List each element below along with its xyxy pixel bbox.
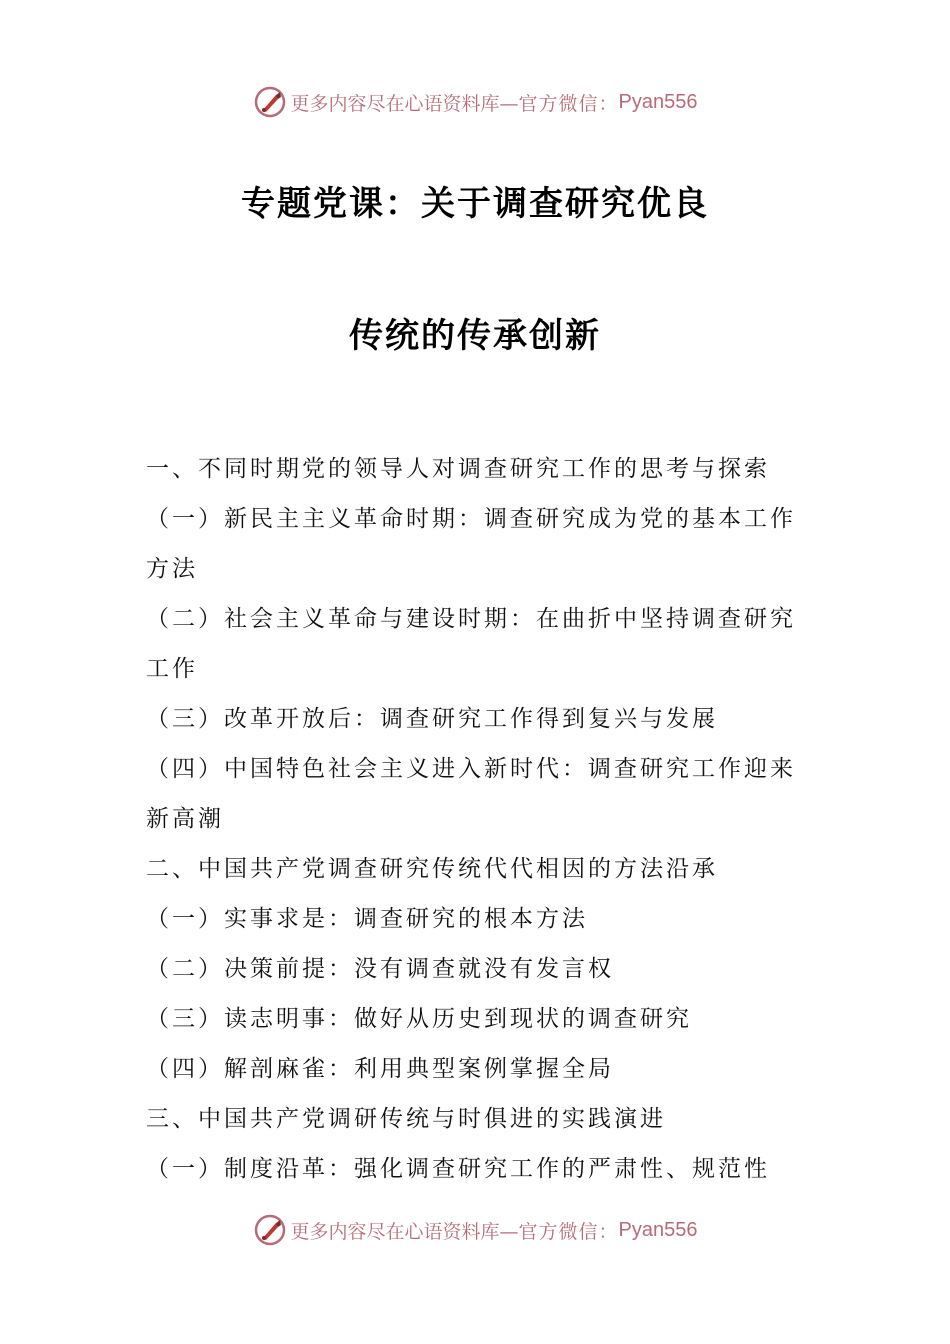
outline-line: （四）解剖麻雀：利用典型案例掌握全局 [146,1056,614,1082]
outline-list [146,444,816,1194]
pen-nib-logo-icon [253,1213,287,1247]
outline-line: 工作 [146,656,198,682]
outline-line: （二）社会主义革命与建设时期：在曲折中坚持调查研究 [146,606,796,632]
banner-wechat-label: 官方微信： [518,92,619,115]
document-title-line-1: 专题党课：关于调查研究优良 [241,184,709,224]
outline-line: 新高潮 [146,806,224,832]
banner-site-text: 更多内容尽在心语资料库— [290,1220,519,1243]
pen-nib-logo-icon [253,85,287,119]
banner-wechat-label: 官方微信： [518,1220,619,1243]
outline-line: （三）读志明事：做好从历史到现状的调查研究 [146,1006,692,1032]
outline-line: （二）决策前提：没有调查就没有发言权 [146,956,614,982]
outline-line: 方法 [146,556,198,582]
outline-line: （三）改革开放后：调查研究工作得到复兴与发展 [146,706,718,732]
banner-site-text: 更多内容尽在心语资料库— [290,92,519,115]
outline-line: （四）中国特色社会主义进入新时代：调查研究工作迎来 [146,756,796,782]
outline-line: 二、中国共产党调查研究传统代代相因的方法沿承 [146,856,718,882]
outline-line: 一、不同时期党的领导人对调查研究工作的思考与探索 [146,456,770,482]
banner-wechat-id: Pyan556 [618,1218,698,1241]
outline-line: （一）新民主主义革命时期：调查研究成为党的基本工作 [146,506,796,532]
header-banner [0,82,950,122]
footer-banner [0,1210,950,1250]
outline-line: （一）制度沿革：强化调查研究工作的严肃性、规范性 [146,1156,770,1182]
outline-line: 三、中国共产党调研传统与时俱进的实践演进 [146,1106,666,1132]
document-title-line-2: 传统的传承创新 [349,316,601,356]
banner-wechat-id: Pyan556 [618,90,698,113]
outline-line: （一）实事求是：调查研究的根本方法 [146,906,588,932]
